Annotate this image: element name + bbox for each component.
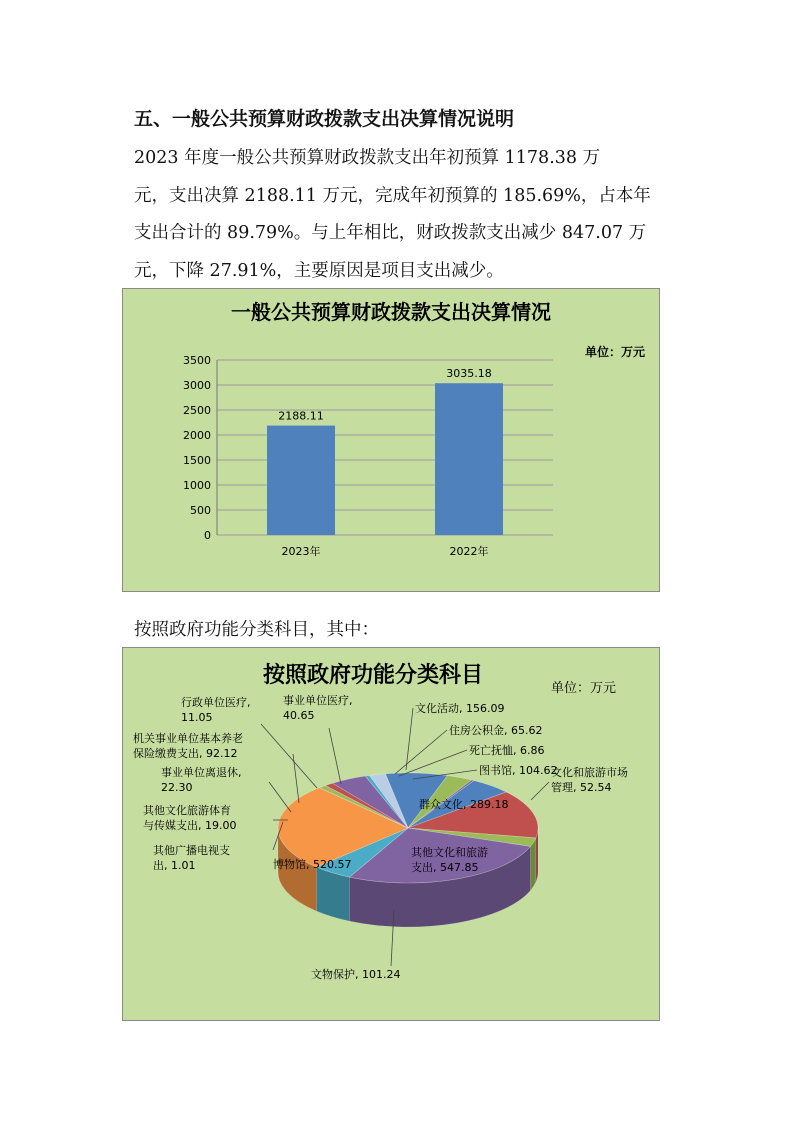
pie-slice-label [479,763,557,777]
bar-y-tick-label: 3500 [183,354,211,367]
pie-slice-label-line: 管理, 52.54 [551,781,612,794]
pie-slice-label [181,695,251,724]
pie-slice-label [449,723,542,737]
pie-slice-label [311,967,400,981]
pie-chart-title: 按照政府功能分类科目 [262,663,484,688]
pie-slice-label [153,843,230,872]
pie-slice-label [161,765,242,794]
pie-leader-line [531,782,549,800]
pie-slice-label-line: 机关事业单位基本养老 [133,732,243,745]
pie-slice-label-line: 文化活动, 156.09 [415,702,505,715]
bar-chart-unit-label: 单位：万元 [585,345,646,359]
bar-y-tick-label: 500 [190,504,211,517]
pie-slice-label-line: 保险缴费支出, 92.12 [133,747,238,760]
pie-slice-label-line: 22.30 [161,781,193,794]
pie-chart-body [278,773,538,927]
pie-leader-line [269,782,291,812]
pie-slice-label-line: 其他文化和旅游 [411,846,488,859]
bar-y-tick-label: 0 [204,529,211,542]
bar [267,426,335,535]
bar-chart-x-axis [282,544,489,558]
paragraph-line: 元，支出决算 2188.11 万元，完成年初预算的 185.69%，占本年 [134,185,651,206]
bar-y-tick-label: 2500 [183,404,211,417]
pie-slice-label-line: 住房公积金, 65.62 [449,724,543,737]
pie-leader-line [261,724,317,788]
pie-leader-line [406,708,413,770]
paragraph-line: 2023 年度一般公共预算财政拨款支出年初预算 1178.38 万 [134,148,601,168]
bar-data-label: 2188.11 [278,409,324,423]
pie-slice-label [469,743,545,757]
summary-paragraph [134,140,694,290]
pie-slice-label [283,693,353,722]
bar-category-label: 2022年 [449,545,489,558]
pie-slice-label-line: 群众文化, 289.18 [419,798,509,811]
section-heading: 五、一般公共预算财政拨款支出决算情况说明 [134,108,515,130]
pie-slice-label-line: 文化和旅游市场 [551,766,628,779]
bar-chart-panel [122,288,660,592]
pie-leader-line [399,750,467,776]
pie-slice-label [143,803,236,832]
pie-slice-label-line: 文物保护, 101.24 [311,968,401,981]
pie-slice-label-line: 博物馆, 520.57 [273,858,352,871]
pie-chart-panel [122,647,660,1021]
pie-slice-label-line: 事业单位医疗, [283,694,353,707]
bar-y-tick-label: 3000 [183,379,211,392]
paragraph-line: 支出合计的 89.79%。与上年相比，财政拨款支出减少 847.07 万 [134,223,647,243]
pie-leader-line [329,728,341,784]
pie-slice-label-line: 与传媒支出, 19.00 [143,819,237,832]
bar-y-tick-label: 1500 [183,454,211,467]
bar-chart-title: 一般公共预算财政拨款支出决算情况 [231,300,551,324]
pie-slice-label-line: 40.65 [283,709,315,722]
subheading: 按照政府功能分类科目，其中： [134,620,379,640]
pie-slice-label-line: 事业单位离退休, [161,766,242,779]
pie-chart [123,648,659,1020]
bar-chart [123,289,659,591]
bar-y-tick-label: 1000 [183,479,211,492]
pie-slice-label [273,857,351,871]
pie-slice-label-line: 其他文化旅游体育 [143,804,231,817]
pie-chart-unit-label: 单位：万元 [551,681,617,696]
pie-slice-label-line: 出, 1.01 [153,859,196,872]
pie-slice-label [415,701,504,715]
bar-category-label: 2023年 [281,545,321,558]
pie-slice-label-line: 支出, 547.85 [411,861,479,874]
pie-slice-label-line: 行政单位医疗, [181,696,251,709]
pie-slice-label [419,797,508,811]
pie-slice-label [551,765,628,794]
pie-slice-label-line: 11.05 [181,711,213,724]
pie-slice-label-line: 死亡抚恤, 6.86 [469,744,545,757]
pie-slice-label-line: 其他广播电视支 [153,844,230,857]
pie-slice-label [133,731,243,760]
pie-slice-label-line: 图书馆, 104.62 [479,764,558,777]
bar [435,383,503,535]
bar-data-label: 3035.18 [446,367,492,381]
paragraph-line: 元，下降 27.91%，主要原因是项目支出减少。 [134,260,504,281]
bar-y-tick-label: 2000 [183,429,211,442]
bar-chart-y-axis [183,354,217,542]
